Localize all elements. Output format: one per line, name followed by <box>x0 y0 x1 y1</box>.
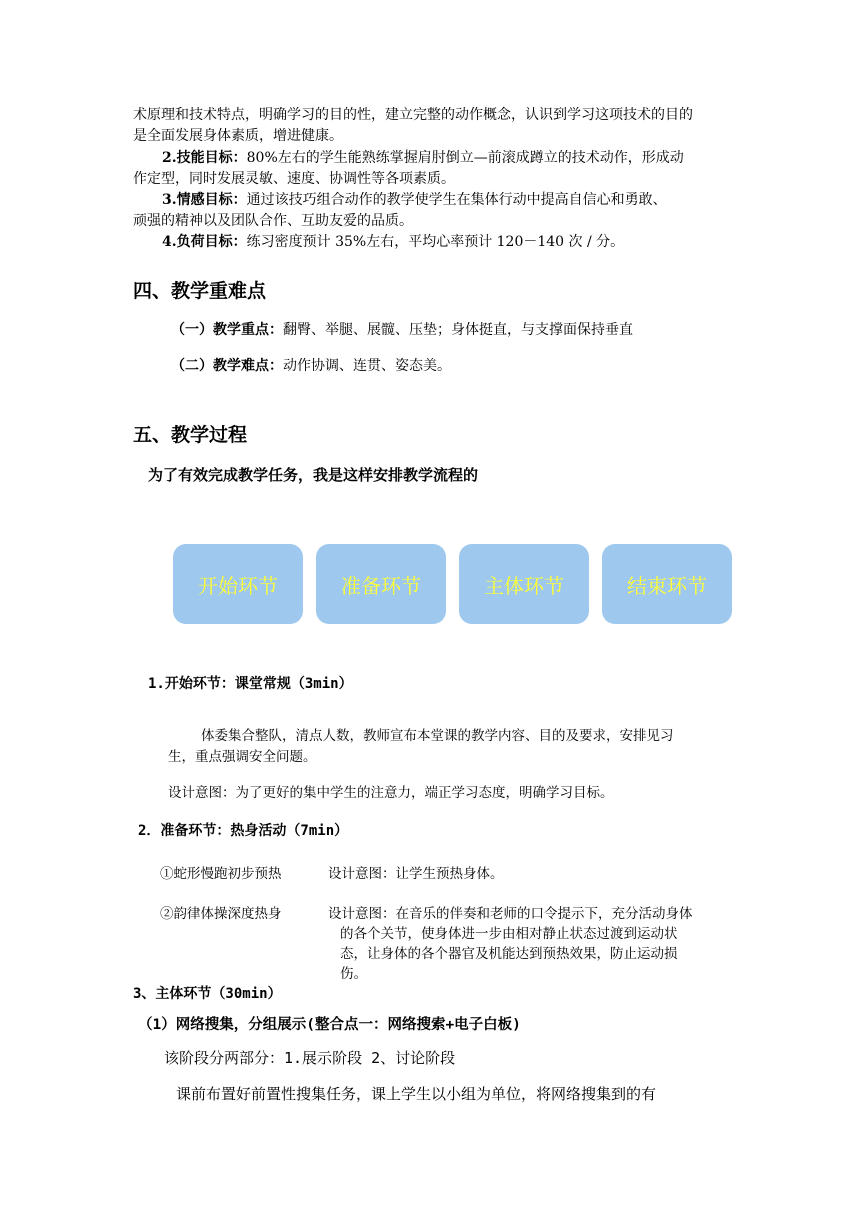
part-3-text: 课前布置好前置性搜集任务，课上学生以小组为单位，将网络搜集到的有 <box>176 1085 657 1103</box>
warmup-item-2-intent: 设计意图：在音乐的伴奏和老师的口令提示下，充分活动身体 <box>328 906 693 922</box>
skill-objective-text: 作定型，同时发展灵敏、速度、协调性等各项素质。 <box>133 171 455 187</box>
warmup-item-2-intent: 伤。 <box>340 966 367 982</box>
stage-label: 结束环节 <box>627 573 707 598</box>
section-5-intro: 为了有效完成教学任务，我是这样安排教学流程的 <box>148 466 479 484</box>
part-3-heading: 3、主体环节（30min） <box>133 986 282 1002</box>
stage-box-main <box>459 544 589 624</box>
emotion-objective-label: 3.情感目标： <box>162 192 247 208</box>
warmup-item-2-intent: 态，让身体的各个器官及机能达到预热效果，防止运动损 <box>340 946 678 962</box>
skill-objective-label: 2.技能目标： <box>162 150 247 166</box>
stage-box-end <box>602 544 732 624</box>
load-objective-label: 4.负荷目标： <box>162 234 247 250</box>
section-5-heading: 五、教学过程 <box>133 424 248 446</box>
part-2-heading: 2．准备环节：热身活动（7min） <box>138 823 349 839</box>
objective-text-line: 术原理和技术特点，明确学习的目的性，建立完整的动作概念，认识到学习这项技术的目的 <box>133 107 693 123</box>
stage-label: 开始环节 <box>198 573 278 598</box>
load-objective <box>162 231 624 253</box>
key-point-label: （一）教学重点： <box>171 322 283 338</box>
load-objective-text: 练习密度预计 35%左右，平均心率预计 120－140 次 / 分。 <box>246 234 625 250</box>
emotion-objective-text: 顽强的精神以及团队合作、互助友爱的品质。 <box>133 213 413 229</box>
stage-label: 主体环节 <box>484 573 564 598</box>
warmup-item-1: ①蛇形慢跑初步预热 <box>160 866 282 882</box>
part-1-text-line: 生，重点强调安全问题。 <box>168 749 317 765</box>
objective-text-line: 是全面发展身体素质，增进健康。 <box>133 128 343 144</box>
skill-objective-text: 80%左右的学生能熟练掌握肩肘倒立—前滚成蹲立的技术动作，形成动 <box>246 150 684 166</box>
part-3-phases: 该阶段分两部分：1.展示阶段 2、讨论阶段 <box>164 1049 456 1067</box>
key-point-text: 翻臀、举腿、展髋、压垫；身体挺直，与支撑面保持垂直 <box>283 322 633 338</box>
part-1-heading: 1.开始环节：课堂常规（3min） <box>148 676 353 692</box>
stage-box-start <box>173 544 303 624</box>
part-1-intent: 设计意图：为了更好的集中学生的注意力，端正学习态度，明确学习目标。 <box>168 785 614 801</box>
skill-objective <box>162 147 684 169</box>
part-1-text-line: 体委集合整队，清点人数，教师宣布本堂课的教学内容、目的及要求，安排见习 <box>201 728 674 744</box>
emotion-objective-text: 通过该技巧组合动作的教学使学生在集体行动中提高自信心和勇敢、 <box>246 192 667 208</box>
stage-label: 准备环节 <box>341 573 421 598</box>
difficult-point-text: 动作协调、连贯、姿态美。 <box>283 358 451 374</box>
difficult-point-label: （二）教学难点： <box>171 358 283 374</box>
part-3-subheading: （1）网络搜集，分组展示(整合点一：网络搜索+电子白板) <box>138 1017 521 1033</box>
stage-box-prepare <box>316 544 446 624</box>
warmup-item-2-intent: 的各个关节，使身体进一步由相对静止状态过渡到运动状 <box>340 926 678 942</box>
emotion-objective <box>162 189 667 211</box>
section-4-heading: 四、教学重难点 <box>133 280 267 302</box>
key-point <box>171 319 633 341</box>
difficult-point <box>171 355 451 377</box>
warmup-item-1-intent: 设计意图：让学生预热身体。 <box>328 866 504 882</box>
warmup-item-2: ②韵律体操深度热身 <box>160 906 282 922</box>
